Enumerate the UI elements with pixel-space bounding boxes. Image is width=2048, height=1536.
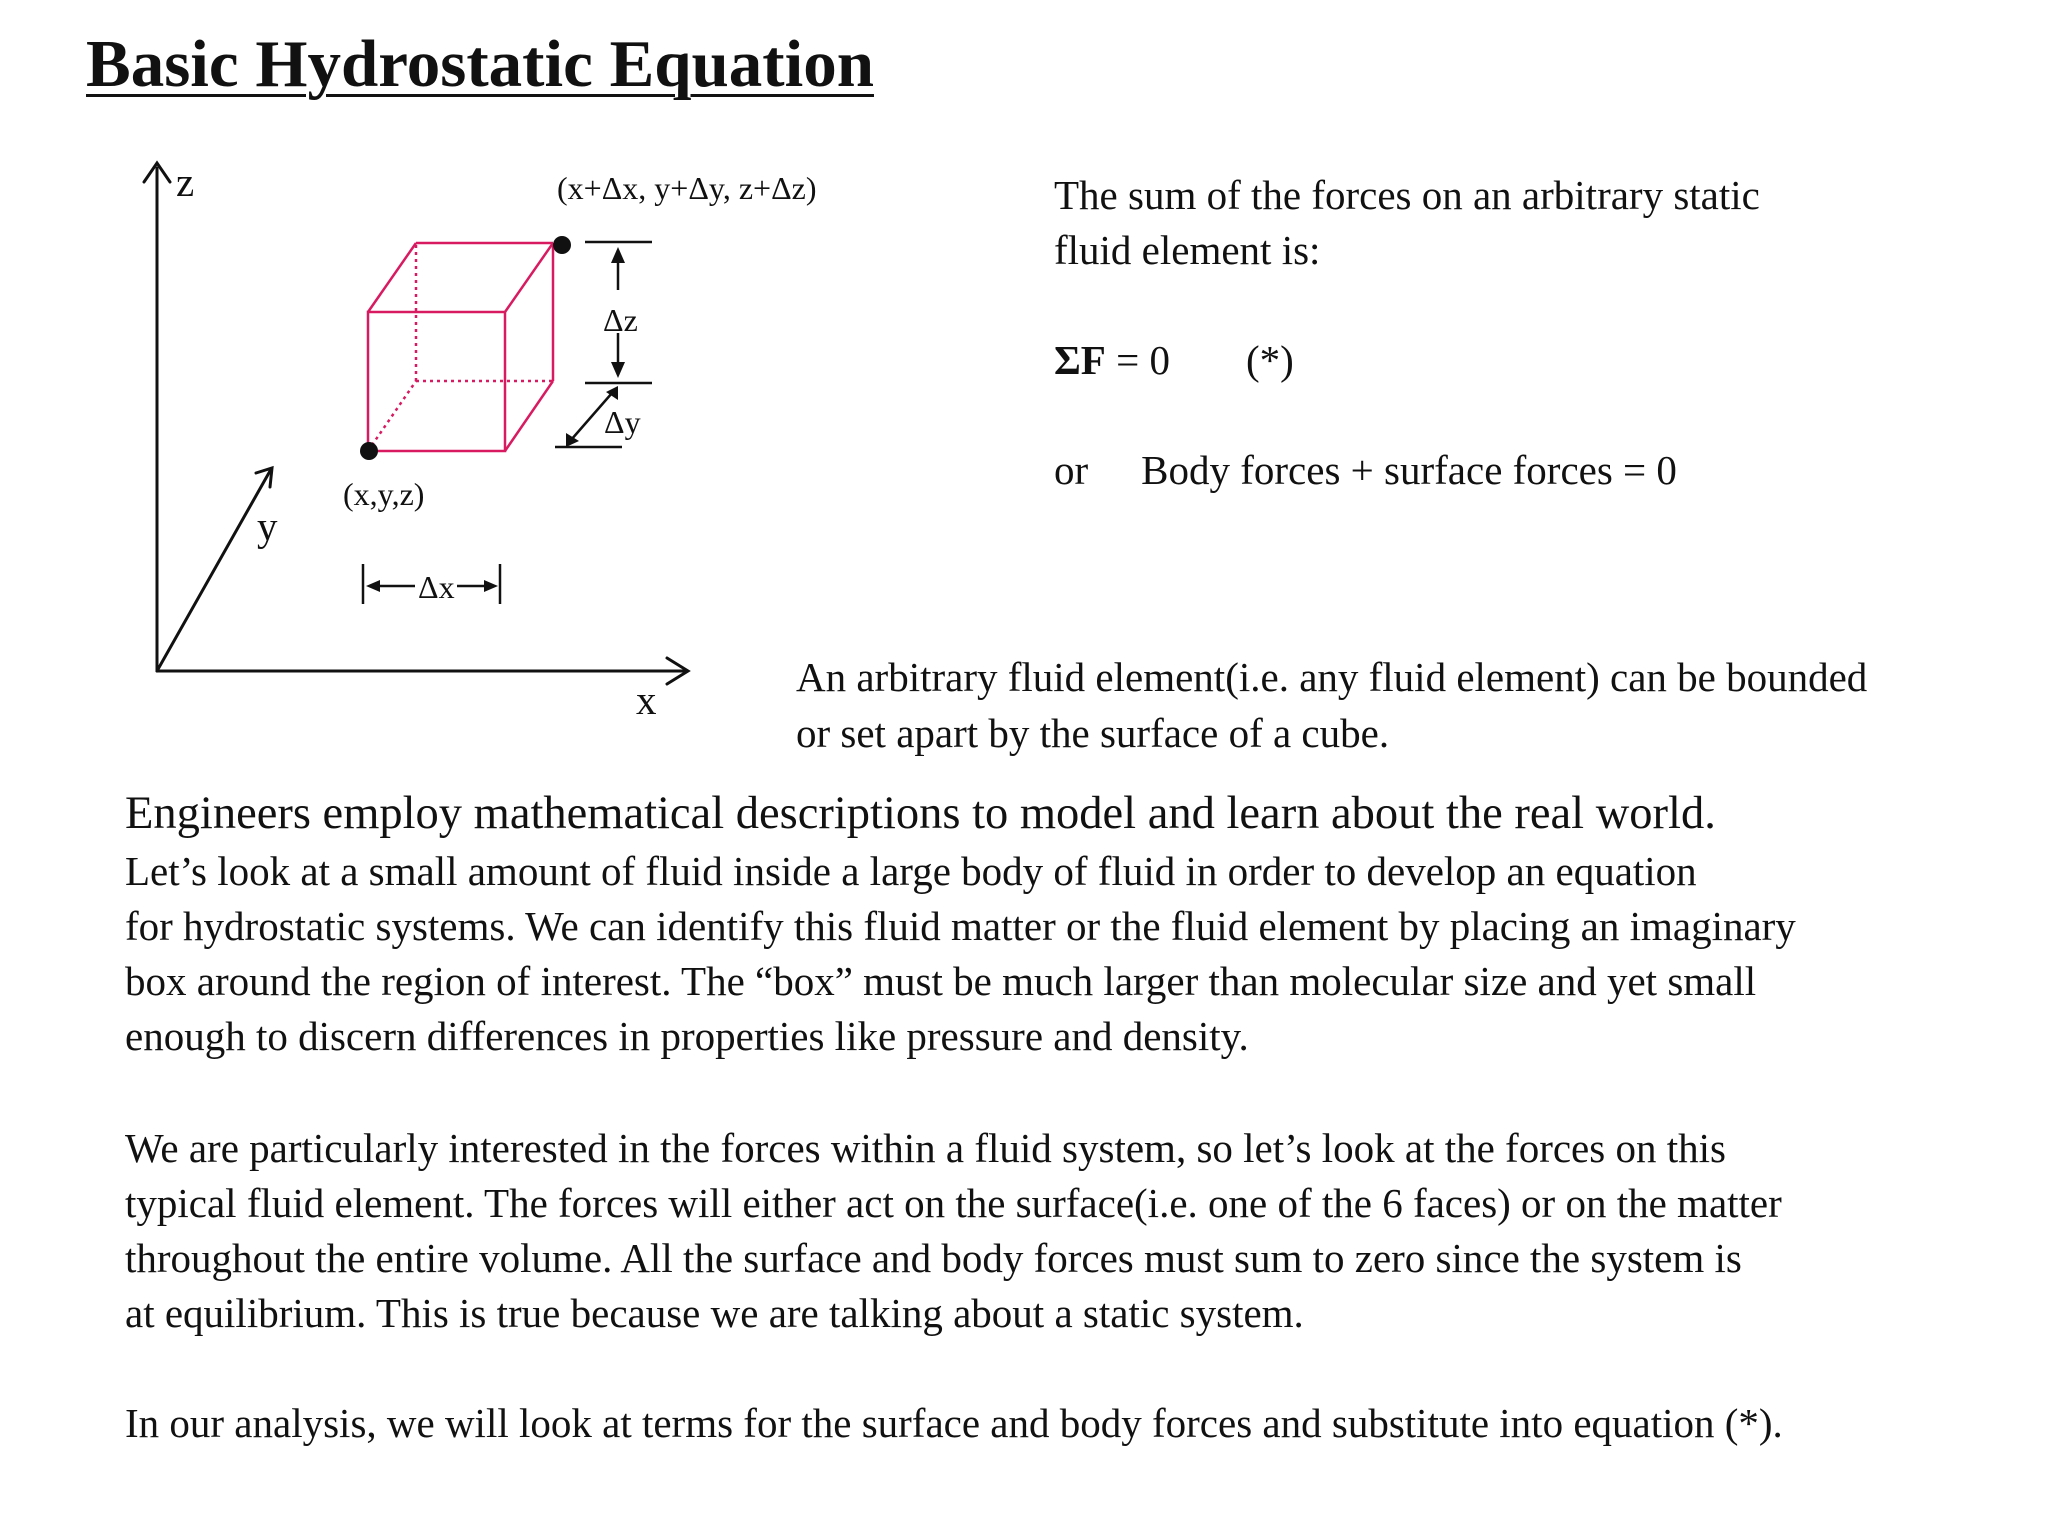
paragraph-3: In our analysis, we will look at terms for the surface and body forces and substitute into equation (*). <box>125 1399 1783 1446</box>
page-title: Basic Hydrostatic Equation <box>86 27 874 101</box>
arbitrary-element-note <box>796 650 1867 762</box>
dimension-z-label: Δz <box>603 302 638 338</box>
paragraph-1 <box>125 844 1796 1064</box>
paragraph-2-line: We are particularly interested in the forces within a fluid system, so let’s look at the forces on this <box>125 1125 1726 1172</box>
y-axis <box>157 471 270 671</box>
equation-equals-zero: = 0 <box>1105 337 1170 383</box>
x-axis-label: x <box>636 677 657 723</box>
paragraph-2-line: typical fluid element. The forces will either act on the surface(i.e. one of the 6 faces) or on the matter <box>125 1180 1782 1227</box>
lead-sentence: Engineers employ mathematical descriptions to model and learn about the real world. <box>125 788 1716 839</box>
opposite-point-label: (x+Δx, y+Δy, z+Δz) <box>557 170 817 206</box>
dimension-x-label: Δx <box>418 569 455 605</box>
sum-of-forces-text <box>1054 168 1760 278</box>
sum-line-1: The sum of the forces on an arbitrary static <box>1054 172 1760 218</box>
paragraph-1-line: box around the region of interest. The “box” must be much larger than molecular size and yet small <box>125 958 1757 1005</box>
paragraph-1-line: Let’s look at a small amount of fluid inside a large body of fluid in order to develop an equation <box>125 848 1697 895</box>
opposite-corner-point <box>553 236 571 254</box>
arbitrary-line-1: An arbitrary fluid element(i.e. any fluid element) can be bounded <box>796 654 1868 700</box>
dimension-y-label: Δy <box>604 404 641 440</box>
paragraph-2-line: at equilibrium. This is true because we are talking about a static system. <box>125 1290 1304 1336</box>
paragraph-2 <box>125 1121 1796 1341</box>
explanation-body <box>125 784 1796 1451</box>
body-surface-forces-equation: Body forces + surface forces = 0 <box>1141 447 1677 493</box>
arbitrary-line-2: or set apart by the surface of a cube. <box>796 709 1390 756</box>
origin-point-label: (x,y,z) <box>343 476 425 512</box>
fluid-element-cube <box>368 243 553 451</box>
force-balance-equation <box>1054 333 1294 388</box>
or-word: or <box>1054 447 1089 493</box>
paragraph-1-line: for hydrostatic systems. We can identify this fluid matter or the fluid element by placing an imaginary <box>125 903 1796 950</box>
paragraph-2-line: throughout the entire volume. All the surface and body forces must sum to zero since the system is <box>125 1235 1742 1282</box>
equation-tag: (*) <box>1245 337 1294 383</box>
y-axis-label: y <box>257 503 278 549</box>
paragraph-1-line: enough to discern differences in properties like pressure and density. <box>125 1013 1249 1060</box>
equation-sigma-f: ΣF <box>1054 337 1106 383</box>
sum-line-2: fluid element is: <box>1054 226 1321 273</box>
alternative-equation <box>1054 443 1677 498</box>
z-axis-label: z <box>176 159 195 205</box>
origin-point <box>360 442 378 460</box>
